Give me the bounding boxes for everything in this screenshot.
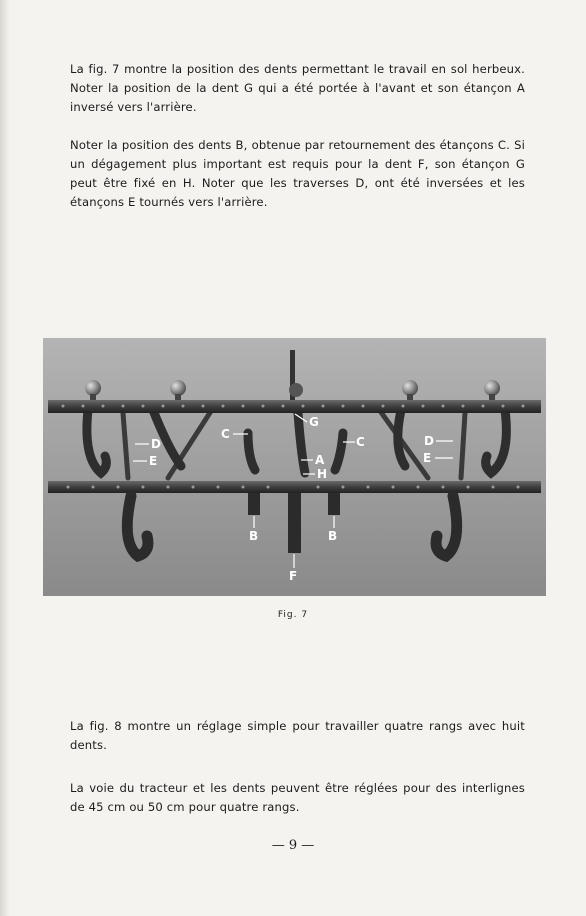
figure-photo: [43, 338, 546, 596]
label-b-left: B: [249, 529, 259, 543]
paragraph-text: La voie du tracteur et les dents peuvent être réglées pour des interlignes de 45 cm ou 50 cm pour quatre rangs.: [70, 781, 525, 814]
paragraph-fig7-details: [70, 136, 525, 212]
paragraph-track-setting: [70, 779, 525, 817]
label-d-right: D: [424, 434, 434, 448]
page-number: — 9 —: [271, 838, 315, 853]
paragraph-fig7-intro: [70, 60, 525, 117]
label-c-right: C: [356, 435, 365, 449]
label-e-right: E: [423, 451, 432, 465]
label-b-right: B: [328, 529, 338, 543]
label-a: A: [315, 453, 325, 467]
label-d-left: D: [151, 437, 161, 451]
paragraph-text: La fig. 7 montre la position des dents permettant le travail en sol herbeux. Noter la position de la dent G qui a été portée à l'avant et son étançon A inversé vers l'arrière.: [70, 62, 525, 114]
page-edge: [0, 0, 10, 916]
paragraph-fig8-intro: [70, 717, 525, 755]
figure-caption: Fig. 7: [277, 610, 309, 620]
center-bracket: [289, 383, 303, 397]
cultivator-illustration: [43, 338, 546, 596]
label-g: G: [309, 415, 319, 429]
label-e-left: E: [149, 454, 158, 468]
paragraph-text: Noter la position des dents B, obtenue par retournement des étançons C. Si un dégagement plus important est requis pour la dent F, son étançon G peut être fixé en H. Noter que les traverses D, ont été inversées et les étançons E tournés vers l'arrière.: [70, 138, 525, 209]
label-h: H: [317, 467, 328, 481]
label-f: F: [289, 569, 298, 583]
paragraph-text: La fig. 8 montre un réglage simple pour travailler quatre rangs avec huit dents.: [70, 719, 525, 752]
label-c-left: C: [221, 427, 230, 441]
